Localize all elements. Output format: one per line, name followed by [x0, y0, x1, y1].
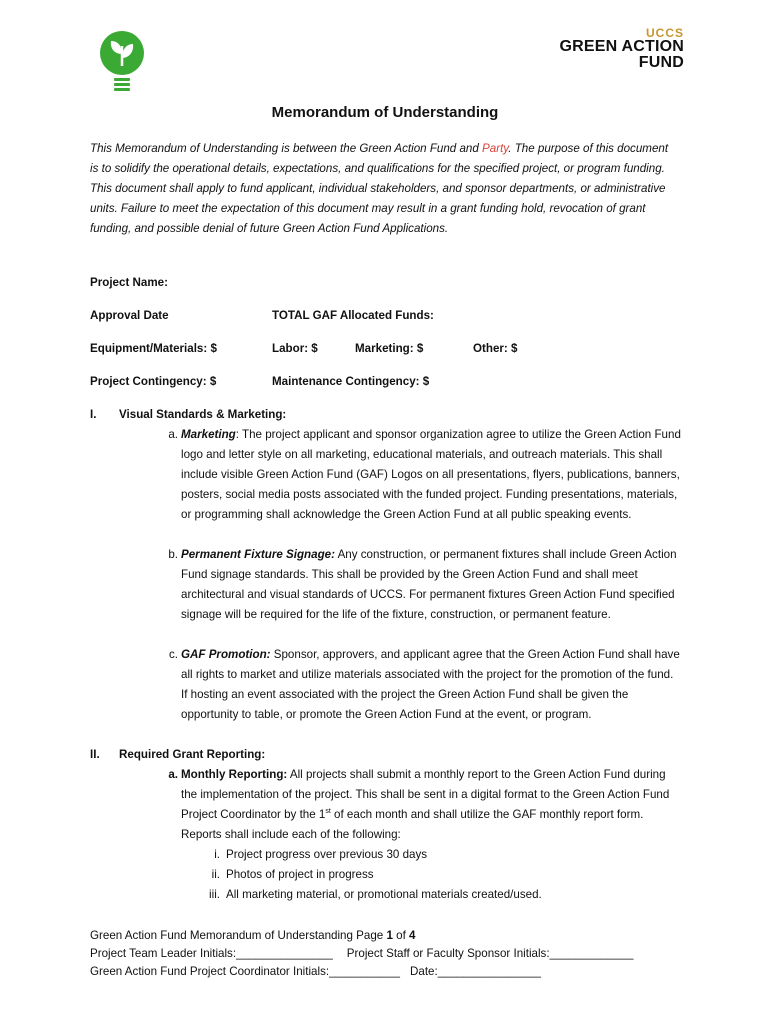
- section-2-numeral: II.: [90, 748, 100, 761]
- footer-date[interactable]: Date:________________: [410, 965, 541, 978]
- intro-after: . The purpose of this document is to solidify the operational details, expectations, and qualifications for the specified project, or program funding. This document shall apply to fund applicant, individual stakeholders, and sponsor departments, or administrative units. Failure to meet the expectation of this document may result in a grant funding hold, revocation of grant funding, and possible denial of future Green Action Fund Applications.: [90, 142, 669, 235]
- item-promotion: [181, 645, 681, 725]
- footer-page-prefix: Green Action Fund Memorandum of Understanding Page: [90, 929, 387, 942]
- gaf-wordmark-line2: FUND: [638, 54, 684, 71]
- intro-paragraph: [90, 139, 678, 239]
- leader-initials[interactable]: Project Team Leader Initials:_______________: [90, 947, 333, 960]
- monthly-title: Monthly Reporting:: [181, 768, 288, 781]
- approval-date-label: Approval Date: [90, 309, 169, 322]
- gaf-wordmark-line1: GREEN ACTION: [559, 38, 684, 55]
- monthly-sup: st: [325, 808, 331, 816]
- item-monthly-reporting: [181, 765, 681, 845]
- item-marketing: [181, 425, 681, 525]
- marketing-label: Marketing: $: [355, 342, 424, 355]
- footer-page-num: 1: [386, 929, 393, 942]
- signage-text: Any construction, or permanent fixtures shall include Green Action Fund signage standards. This shall be provided by the Green Action Fund and shall meet architectural and visual standards of UCCS. For permanent fixtures Green Action Fund specified signage will be required for the life of the fixture, construction, or permanent feature.: [181, 548, 677, 621]
- contingency-label: Project Contingency: $: [90, 375, 217, 388]
- item-b-label: b.: [168, 548, 178, 561]
- monthly-text-2: of each month and shall utilize the GAF monthly report form. Reports shall include each of the following:: [181, 808, 644, 841]
- footer-coordinator-line: [90, 963, 690, 981]
- subitem-3-num: iii.: [209, 888, 220, 901]
- item-2a-label: a.: [168, 768, 178, 781]
- section-1-heading: Visual Standards & Marketing:: [119, 408, 287, 421]
- subitem-3-text: All marketing material, or promotional materials created/used.: [226, 888, 542, 901]
- party-field[interactable]: Party: [482, 142, 509, 155]
- page-footer: [90, 927, 690, 981]
- subitem-1-num: i.: [214, 848, 220, 861]
- marketing-title: Marketing: [181, 428, 236, 441]
- section-1-numeral: I.: [90, 408, 97, 421]
- footer-initials-line: [90, 945, 690, 963]
- footer-page-of: of: [392, 929, 410, 942]
- intro-before: This Memorandum of Understanding is between the Green Action Fund and: [90, 142, 483, 155]
- subitem-2-text: Photos of project in progress: [226, 868, 374, 881]
- item-a-label: a.: [168, 428, 178, 441]
- promotion-text: Sponsor, approvers, and applicant agree that the Green Action Fund shall have all rights to market and utilize materials associated with the project for the promotion of the fund. If hosting an event associated with the project the Green Action Fund shall be given the opportunity to table, or promote the Green Action Fund at the event, or program.: [181, 648, 680, 721]
- subitem-1-text: Project progress over previous 30 days: [226, 848, 428, 861]
- item-signage: [181, 545, 681, 625]
- coordinator-initials[interactable]: Green Action Fund Project Coordinator Initials:___________: [90, 965, 401, 978]
- sponsor-initials[interactable]: Project Staff or Faculty Sponsor Initials:_____________: [346, 947, 634, 960]
- lightbulb-leaf-icon: [96, 28, 148, 98]
- project-name-label: Project Name:: [90, 276, 168, 289]
- promotion-title: GAF Promotion:: [181, 648, 271, 661]
- item-c-label: c.: [168, 648, 178, 661]
- labor-label: Labor: $: [272, 342, 318, 355]
- footer-page-total: 4: [409, 929, 416, 942]
- footer-page-line: [90, 927, 690, 945]
- maintenance-label: Maintenance Contingency: $: [272, 375, 430, 388]
- other-label: Other: $: [473, 342, 518, 355]
- marketing-text: : The project applicant and sponsor organization agree to utilize the Green Action Fund logo and letter style on all marketing, educational materials, and outreach materials. This shall include visible Green Action Fund (GAF) Logos on all presentations, flyers, publications, banners, posters, social media posts associated with the funded project. Funding presentations, materials, or programming shall acknowledge the Green Action Fund at all public speaking events.: [181, 428, 681, 521]
- monthly-text-1: All projects shall submit a monthly report to the Green Action Fund during the implementation of the project. This shall be sent in a digital format to the Green Action Fund Project Coordinator by the 1: [181, 768, 670, 821]
- gaf-logo: [560, 27, 684, 71]
- equipment-label: Equipment/Materials: $: [90, 342, 217, 355]
- signage-title: Permanent Fixture Signage:: [181, 548, 335, 561]
- uccs-wordmark: UCCS: [645, 26, 684, 40]
- total-funds-label: TOTAL GAF Allocated Funds:: [272, 309, 434, 322]
- subitem-2-num: ii.: [211, 868, 220, 881]
- section-2-heading: Required Grant Reporting:: [119, 748, 266, 761]
- page-title: Memorandum of Understanding: [271, 104, 499, 121]
